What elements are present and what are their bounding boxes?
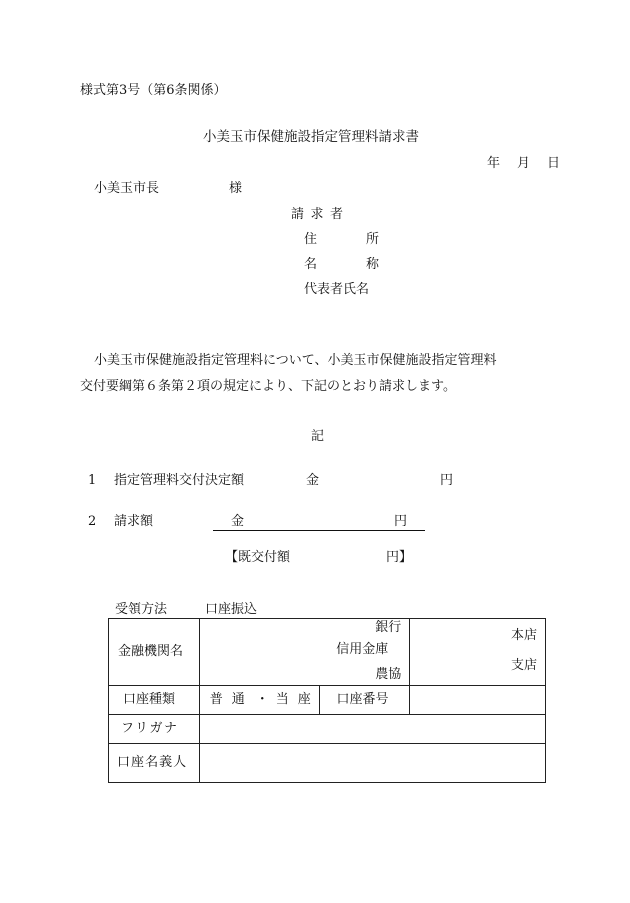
branch-field[interactable]	[410, 619, 546, 686]
branch-type-branch: 支店	[510, 658, 537, 673]
item-1-number: 1	[88, 473, 97, 488]
bank-type-nokyo: 農協	[375, 667, 402, 682]
date-day: 日	[547, 156, 561, 171]
furigana-row	[109, 715, 546, 744]
bank-type-bank: 銀行	[375, 620, 402, 635]
item-2-label: 請求額	[114, 514, 154, 529]
item-2-prefix: 金	[231, 514, 245, 529]
furigana-field[interactable]	[199, 715, 545, 744]
institution-label: 金融機関名	[118, 644, 184, 659]
holder-label-cell	[109, 744, 200, 783]
item-1-unit: 円	[440, 473, 454, 488]
account-number-label-cell	[319, 686, 410, 715]
already-paid-close: 円】	[386, 550, 413, 565]
document-title: 小美玉市保健施設指定管理料請求書	[203, 129, 419, 145]
holder-row	[109, 744, 546, 783]
account-type-futsu-2: 通	[231, 692, 245, 707]
address-label-2: 所	[366, 232, 380, 247]
ki-heading: 記	[311, 429, 325, 444]
furigana-label-cell	[109, 715, 200, 744]
name-label-1: 名	[304, 257, 318, 272]
addressee-honorific: 様	[229, 181, 243, 196]
claimant-heading: 請求者	[291, 207, 350, 222]
institution-label-cell	[109, 619, 200, 686]
account-type-separator: ・	[255, 692, 269, 707]
account-number-field[interactable]	[410, 686, 546, 715]
item-1-label: 指定管理料交付決定額	[114, 473, 245, 488]
bank-table	[108, 618, 546, 783]
item-2-unit: 円	[394, 514, 408, 529]
addressee-name: 小美玉市長	[94, 181, 160, 196]
receipt-method: 口座振込	[205, 602, 258, 617]
institution-row	[109, 619, 546, 686]
account-type-toza-1: 当	[275, 692, 289, 707]
body-line-2: 交付要綱第６条第２項の規定により、下記のとおり請求します。	[80, 379, 456, 394]
form-number: 様式第3号（第6条関係）	[80, 83, 227, 98]
name-label-2: 称	[366, 257, 380, 272]
receipt-label: 受領方法	[115, 602, 168, 617]
holder-field[interactable]	[199, 744, 545, 783]
account-type-label: 口座種類	[123, 692, 176, 707]
account-type-futsu-1: 普	[209, 692, 223, 707]
date-month: 月	[517, 156, 531, 171]
claim-amount-underline	[213, 530, 425, 531]
representative-label: 代表者氏名	[304, 282, 370, 297]
holder-label: 口座名義人	[117, 755, 188, 770]
institution-name-field[interactable]	[199, 619, 410, 686]
item-1-prefix: 金	[306, 473, 320, 488]
address-label-1: 住	[304, 232, 318, 247]
already-paid-open: 【既交付額	[225, 550, 291, 565]
account-type-options[interactable]	[199, 686, 319, 715]
account-type-row	[109, 686, 546, 715]
furigana-label: フリガナ	[121, 721, 179, 736]
account-number-label: 口座番号	[336, 692, 389, 707]
date-year: 年	[487, 156, 501, 171]
bank-type-shinkin: 信用金庫	[336, 642, 389, 657]
account-type-label-cell	[109, 686, 200, 715]
branch-type-head: 本店	[510, 628, 537, 643]
account-type-toza-2: 座	[297, 692, 311, 707]
body-line-1: 小美玉市保健施設指定管理料について、小美玉市保健施設指定管理料	[94, 353, 497, 368]
item-2-number: 2	[88, 514, 97, 529]
